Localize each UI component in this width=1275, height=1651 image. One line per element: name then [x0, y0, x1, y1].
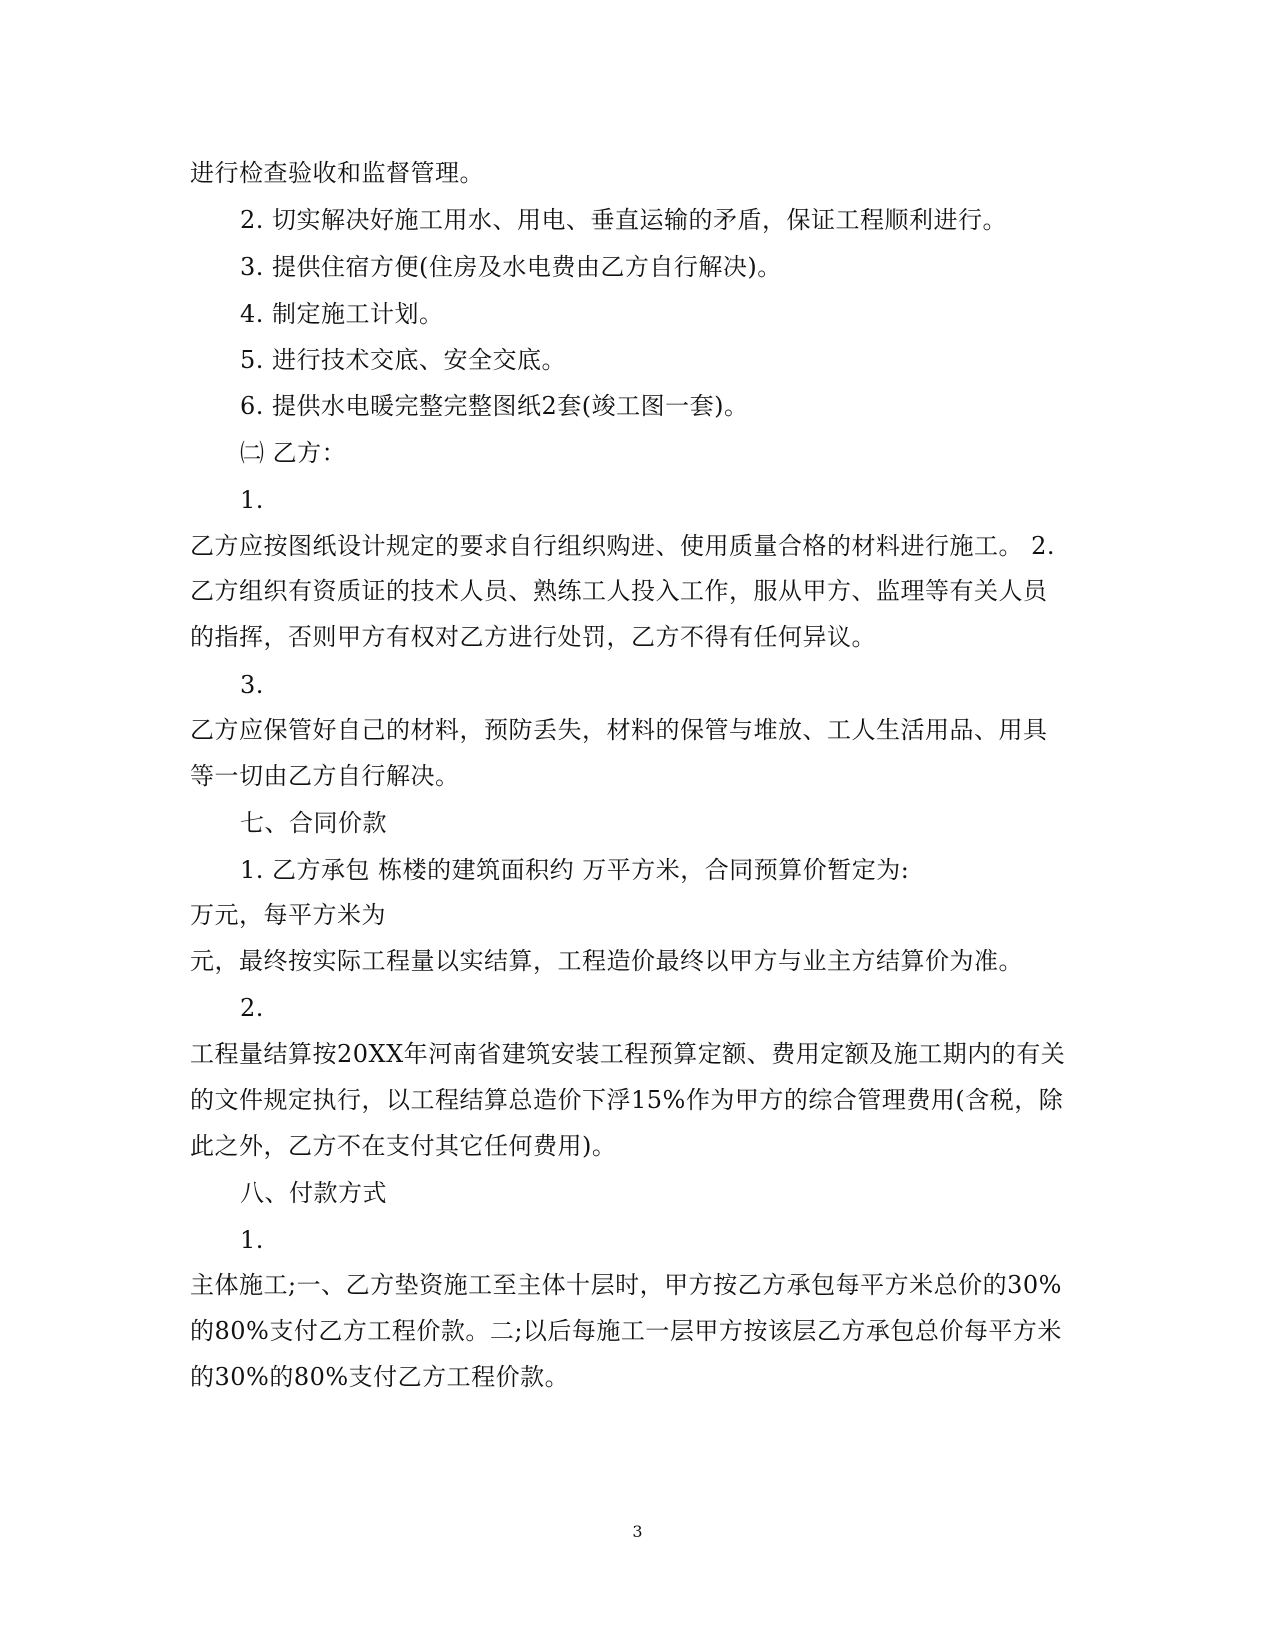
text-line: 的30%的80%支付乙方工程价款。: [190, 1363, 570, 1391]
list-item: 3. 提供住宿方便(住房及水电费由乙方自行解决)。: [240, 253, 782, 281]
text-line: 主体施工;一、乙方垫资施工至主体十层时，甲方按乙方承包每平方米总价的30%: [190, 1271, 1062, 1299]
list-number: 3.: [240, 671, 264, 699]
text-line: 的指挥，否则甲方有权对乙方进行处罚，乙方不得有任何异议。: [190, 623, 876, 651]
list-item: 2. 切实解决好施工用水、用电、垂直运输的矛盾，保证工程顺利进行。: [240, 206, 1008, 234]
text-line: 工程量结算按20XX年河南省建筑安装工程预算定额、费用定额及施工期内的有关: [190, 1040, 1066, 1068]
section-heading: 八、付款方式: [240, 1179, 387, 1207]
section-subheading: ㈡ 乙方：: [240, 439, 347, 467]
text-line: 万元，每平方米为: [190, 901, 386, 929]
page-number: 3: [632, 1522, 643, 1541]
list-number: 1.: [240, 486, 264, 514]
text-line: 进行检查验收和监督管理。: [190, 159, 484, 187]
text-line: 此之外，乙方不在支付其它任何费用)。: [190, 1132, 617, 1160]
text-line: 的文件规定执行，以工程结算总造价下浮15%作为甲方的综合管理费用(含税，除: [190, 1086, 1064, 1114]
list-item: 6. 提供水电暖完整完整图纸2套(竣工图一套)。: [240, 392, 749, 420]
text-line: 乙方应保管好自己的材料，预防丢失，材料的保管与堆放、工人生活用品、用具: [190, 716, 1048, 744]
text-line: 乙方应按图纸设计规定的要求自行组织购进、使用质量合格的材料进行施工。 2.: [190, 532, 1056, 560]
list-number: 1.: [240, 1226, 264, 1254]
text-line: 元，最终按实际工程量以实结算，工程造价最终以甲方与业主方结算价为准。: [190, 947, 1023, 975]
section-heading: 七、合同价款: [240, 809, 387, 837]
text-line: 的80%支付乙方工程价款。二;以后每施工一层甲方按该层乙方承包总价每平方米: [190, 1317, 1062, 1345]
list-item: 5. 进行技术交底、安全交底。: [240, 346, 567, 374]
list-number: 2.: [240, 994, 264, 1022]
text-line: 乙方组织有资质证的技术人员、熟练工人投入工作，服从甲方、监理等有关人员: [190, 577, 1048, 605]
list-item: 1. 乙方承包 栋楼的建筑面积约 万平方米，合同预算价暂定为:: [240, 856, 910, 884]
text-line: 等一切由乙方自行解决。: [190, 762, 460, 790]
list-item: 4. 制定施工计划。: [240, 300, 444, 328]
